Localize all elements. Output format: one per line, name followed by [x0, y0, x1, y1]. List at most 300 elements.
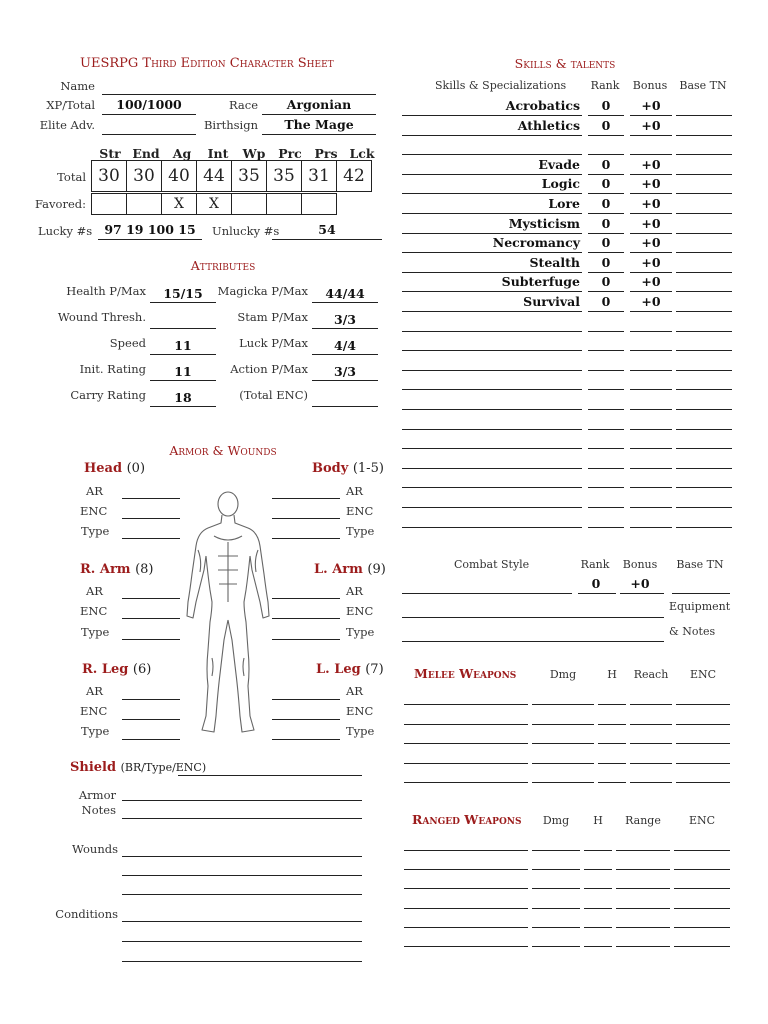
- race-line: [262, 114, 376, 115]
- stat-label: Wp: [242, 146, 266, 161]
- skill-rank-field[interactable]: [588, 272, 624, 273]
- skill-bonus-field[interactable]: [630, 193, 672, 194]
- race-value[interactable]: Argonian: [286, 97, 352, 112]
- favored-cell[interactable]: [267, 194, 302, 215]
- rleg-ar-label: AR: [86, 684, 103, 698]
- head-ar-field[interactable]: [122, 498, 180, 499]
- skill-name[interactable]: Survival: [523, 294, 580, 309]
- favored-row: [91, 193, 337, 215]
- melee-enc-field[interactable]: [676, 782, 730, 783]
- ranged-name-field[interactable]: [404, 869, 528, 870]
- skill-bonus-field[interactable]: [630, 468, 672, 469]
- ranged-enc-label: ENC: [688, 814, 716, 827]
- skill-name-field[interactable]: [402, 487, 582, 488]
- wounds-line[interactable]: [122, 875, 362, 876]
- skill-tn-field[interactable]: [676, 370, 732, 371]
- skill-bonus-field[interactable]: [630, 311, 672, 312]
- melee-dmg-field[interactable]: [532, 724, 594, 725]
- stam-line: [312, 328, 378, 329]
- skill-bonus-field[interactable]: [630, 507, 672, 508]
- shield-label: Shield (BR/Type/ENC): [70, 760, 207, 775]
- skill-name-field[interactable]: [402, 429, 582, 430]
- skill-name[interactable]: Stealth: [529, 255, 580, 270]
- skill-bonus-field[interactable]: [630, 370, 672, 371]
- skill-bonus[interactable]: +0: [641, 235, 661, 250]
- skill-bonus-field[interactable]: [630, 429, 672, 430]
- larm-ar-field[interactable]: [272, 598, 340, 599]
- melee-enc-field[interactable]: [676, 724, 730, 725]
- ranged-enc-field[interactable]: [674, 888, 730, 889]
- skill-tn-field[interactable]: [676, 193, 732, 194]
- ranged-range-field[interactable]: [616, 869, 670, 870]
- skill-tn-field[interactable]: [676, 389, 732, 390]
- skill-name[interactable]: Mysticism: [508, 216, 580, 231]
- lleg-ar-label: AR: [346, 684, 363, 698]
- skill-rank-field[interactable]: [588, 154, 624, 155]
- skill-bonus[interactable]: +0: [641, 176, 661, 191]
- speed-line: [150, 354, 216, 355]
- skill-name-field[interactable]: [402, 135, 582, 136]
- body-ar-field[interactable]: [272, 498, 340, 499]
- xp-value[interactable]: 100/1000: [116, 97, 182, 112]
- stat-total[interactable]: 42: [337, 161, 372, 192]
- skill-tn-field[interactable]: [676, 409, 732, 410]
- skill-rank-field[interactable]: [588, 193, 624, 194]
- body-enc-field[interactable]: [272, 518, 340, 519]
- ranged-enc-field[interactable]: [674, 908, 730, 909]
- skill-bonus-field[interactable]: [630, 154, 672, 155]
- elite-field[interactable]: [102, 134, 196, 135]
- skill-bonus-field[interactable]: [630, 272, 672, 273]
- ranged-name-field[interactable]: [404, 908, 528, 909]
- skill-name[interactable]: Lore: [548, 196, 580, 211]
- skill-name[interactable]: Logic: [541, 176, 580, 191]
- skill-name-field[interactable]: [402, 331, 582, 332]
- favored-cell[interactable]: [92, 194, 127, 215]
- body-type-field[interactable]: [272, 538, 340, 539]
- skill-name-field[interactable]: [402, 311, 582, 312]
- skill-bonus-field[interactable]: [630, 331, 672, 332]
- name-label: Name: [60, 79, 95, 93]
- stat-total[interactable]: 44: [197, 161, 232, 192]
- skill-name[interactable]: Subterfuge: [501, 274, 580, 289]
- rarm-ar-field[interactable]: [122, 598, 180, 599]
- skill-rank-field[interactable]: [588, 331, 624, 332]
- skill-bonus-field[interactable]: [630, 291, 672, 292]
- equipment-line[interactable]: [402, 641, 664, 642]
- head-type-label: Type: [81, 524, 110, 538]
- skill-rank-field[interactable]: [588, 252, 624, 253]
- combat-bonus-value[interactable]: +0: [630, 576, 650, 591]
- stat-total[interactable]: 30: [92, 161, 127, 192]
- skill-bonus-field[interactable]: [630, 115, 672, 116]
- melee-dmg-field[interactable]: [532, 763, 594, 764]
- lleg-ar-field[interactable]: [272, 699, 340, 700]
- skill-tn-field[interactable]: [676, 233, 732, 234]
- larm-type-field[interactable]: [272, 639, 340, 640]
- wound-field[interactable]: [150, 328, 216, 329]
- skill-tn-field[interactable]: [676, 448, 732, 449]
- ranged-name-field[interactable]: [404, 850, 528, 851]
- skill-bonus[interactable]: +0: [641, 294, 661, 309]
- skill-bonus[interactable]: +0: [641, 157, 661, 172]
- skill-tn-field[interactable]: [676, 331, 732, 332]
- lleg-enc-field[interactable]: [272, 719, 340, 720]
- melee-reach-field[interactable]: [630, 782, 672, 783]
- skill-bonus[interactable]: +0: [641, 118, 661, 133]
- ranged-h-field[interactable]: [584, 927, 612, 928]
- skill-bonus-field[interactable]: [630, 213, 672, 214]
- conditions-line[interactable]: [122, 921, 362, 922]
- skill-name-field[interactable]: [402, 409, 582, 410]
- combat-tn-field[interactable]: [672, 593, 730, 594]
- melee-enc-field[interactable]: [676, 743, 730, 744]
- skill-name-field[interactable]: [402, 291, 582, 292]
- skill-rank-field[interactable]: [588, 468, 624, 469]
- skill-rank[interactable]: 0: [601, 235, 611, 250]
- skill-rank[interactable]: 0: [601, 294, 611, 309]
- stat-total[interactable]: 40: [162, 161, 197, 192]
- ranged-h-field[interactable]: [584, 869, 612, 870]
- skill-rank[interactable]: 0: [601, 216, 611, 231]
- body-loc: (1-5): [352, 461, 384, 476]
- name-field[interactable]: [102, 94, 376, 95]
- skill-bonus-field[interactable]: [630, 350, 672, 351]
- lleg-enc-label: ENC: [346, 704, 374, 718]
- head-enc-field[interactable]: [122, 518, 180, 519]
- skill-rank-field[interactable]: [588, 174, 624, 175]
- wounds-label: Wounds: [71, 842, 118, 856]
- combat-rank-field[interactable]: [578, 593, 616, 594]
- skill-name[interactable]: Evade: [538, 157, 580, 172]
- skill-bonus-field[interactable]: [630, 389, 672, 390]
- ranged-h-label: H: [593, 814, 603, 827]
- melee-enc-field[interactable]: [676, 704, 730, 705]
- stat-total[interactable]: 35: [267, 161, 302, 192]
- melee-enc-field[interactable]: [676, 763, 730, 764]
- skill-name-field[interactable]: [402, 174, 582, 175]
- skill-bonus[interactable]: +0: [641, 274, 661, 289]
- head-label: Head (0): [84, 461, 146, 476]
- melee-dmg-field[interactable]: [532, 743, 594, 744]
- skills-col-tn: Base TN: [679, 79, 727, 92]
- skill-tn-field[interactable]: [676, 429, 732, 430]
- wounds-line[interactable]: [122, 894, 362, 895]
- skill-rank[interactable]: 0: [601, 255, 611, 270]
- skill-name[interactable]: Athletics: [517, 118, 580, 133]
- melee-name-field[interactable]: [404, 782, 528, 783]
- ranged-range-field[interactable]: [616, 946, 670, 947]
- larm-label: L. Arm (9): [314, 562, 386, 577]
- body-enc-label: ENC: [346, 504, 374, 518]
- larm-type-label: Type: [346, 625, 375, 639]
- skill-rank[interactable]: 0: [601, 196, 611, 211]
- stat-total[interactable]: 35: [232, 161, 267, 192]
- skill-rank[interactable]: 0: [601, 157, 611, 172]
- body-figure-icon: [184, 490, 270, 740]
- melee-h-field[interactable]: [598, 743, 626, 744]
- speed-value[interactable]: 11: [174, 338, 192, 353]
- equipment-line[interactable]: [402, 617, 664, 618]
- conditions-label: Conditions: [55, 907, 118, 921]
- wound-label: Wound Thresh.: [57, 310, 146, 324]
- skill-tn-field[interactable]: [676, 115, 732, 116]
- skill-tn-field[interactable]: [676, 527, 732, 528]
- sheet-title: UESRPG Third Edition Character Sheet: [80, 56, 334, 71]
- melee-h-field[interactable]: [598, 724, 626, 725]
- ranged-range-field[interactable]: [616, 850, 670, 851]
- combat-bonus-label: Bonus: [622, 558, 658, 571]
- melee-enc-label: ENC: [689, 668, 717, 681]
- skill-rank-field[interactable]: [588, 350, 624, 351]
- init-value[interactable]: 11: [174, 364, 192, 379]
- ranged-name-field[interactable]: [404, 927, 528, 928]
- melee-h-field[interactable]: [598, 704, 626, 705]
- ranged-h-field[interactable]: [584, 850, 612, 851]
- carry-value[interactable]: 18: [174, 390, 192, 405]
- attributes-title: Attributes: [190, 258, 256, 273]
- luck-value[interactable]: 4/4: [334, 338, 356, 353]
- melee-dmg-field[interactable]: [532, 704, 594, 705]
- lucky-value[interactable]: 97 19 100 15: [104, 222, 196, 237]
- melee-reach-field[interactable]: [630, 763, 672, 764]
- magicka-line: [312, 302, 378, 303]
- stam-value[interactable]: 3/3: [334, 312, 356, 327]
- head-loc: (0): [126, 461, 146, 476]
- xp-line: [102, 114, 196, 115]
- skill-rank[interactable]: 0: [601, 176, 611, 191]
- stat-total[interactable]: 30: [127, 161, 162, 192]
- conditions-line[interactable]: [122, 961, 362, 962]
- body-ar-label: AR: [346, 484, 363, 498]
- ranged-name-field[interactable]: [404, 888, 528, 889]
- ranged-dmg-field[interactable]: [532, 908, 580, 909]
- melee-name-field[interactable]: [404, 704, 528, 705]
- skill-name-field[interactable]: [402, 370, 582, 371]
- skills-col-skill: Skills & Specializations: [435, 79, 567, 92]
- head-type-field[interactable]: [122, 538, 180, 539]
- head-enc-label: ENC: [80, 504, 108, 518]
- skill-name[interactable]: Acrobatics: [505, 98, 580, 113]
- ranged-dmg-field[interactable]: [532, 850, 580, 851]
- skill-name-field[interactable]: [402, 252, 582, 253]
- stat-total[interactable]: 31: [302, 161, 337, 192]
- skill-tn-field[interactable]: [676, 154, 732, 155]
- magicka-label: Magicka P/Max: [217, 284, 308, 298]
- skill-rank-field[interactable]: [588, 429, 624, 430]
- skill-rank-field[interactable]: [588, 507, 624, 508]
- enc-field[interactable]: [312, 406, 378, 407]
- skill-bonus-field[interactable]: [630, 174, 672, 175]
- skill-name-field[interactable]: [402, 350, 582, 351]
- skill-bonus[interactable]: +0: [641, 255, 661, 270]
- skill-name-field[interactable]: [402, 115, 582, 116]
- skill-name-field[interactable]: [402, 233, 582, 234]
- melee-h-field[interactable]: [598, 782, 626, 783]
- rleg-type-field[interactable]: [122, 739, 180, 740]
- skill-tn-field[interactable]: [676, 252, 732, 253]
- favored-cell[interactable]: [127, 194, 162, 215]
- favored-cell[interactable]: X: [197, 194, 232, 215]
- skill-bonus-field[interactable]: [630, 527, 672, 528]
- skill-rank-field[interactable]: [588, 527, 624, 528]
- skill-name-field[interactable]: [402, 527, 582, 528]
- melee-name-field[interactable]: [404, 724, 528, 725]
- rleg-ar-field[interactable]: [122, 699, 180, 700]
- ranged-enc-field[interactable]: [674, 850, 730, 851]
- health-value[interactable]: 15/15: [163, 286, 203, 301]
- skill-bonus-field[interactable]: [630, 409, 672, 410]
- ranged-name-field[interactable]: [404, 946, 528, 947]
- stat-label: Prs: [314, 146, 338, 161]
- ranged-dmg-field[interactable]: [532, 946, 580, 947]
- combat-bonus-field[interactable]: [620, 593, 664, 594]
- skill-name[interactable]: Necromancy: [492, 235, 580, 250]
- skill-rank-field[interactable]: [588, 389, 624, 390]
- melee-title: Melee Weapons: [414, 666, 517, 681]
- carry-label: Carry Rating: [70, 388, 146, 402]
- skill-bonus-field[interactable]: [630, 233, 672, 234]
- skill-rank-field[interactable]: [588, 291, 624, 292]
- shield-field[interactable]: [178, 775, 362, 776]
- birthsign-value[interactable]: The Mage: [284, 117, 354, 132]
- rarm-enc-label: ENC: [80, 604, 108, 618]
- melee-h-field[interactable]: [598, 763, 626, 764]
- rarm-type-field[interactable]: [122, 639, 180, 640]
- skill-name-field[interactable]: [402, 389, 582, 390]
- skill-rank-field[interactable]: [588, 213, 624, 214]
- conditions-line[interactable]: [122, 941, 362, 942]
- melee-dmg-label: Dmg: [549, 668, 577, 681]
- rarm-enc-field[interactable]: [122, 618, 180, 619]
- skill-tn-field[interactable]: [676, 350, 732, 351]
- action-label: Action P/Max: [230, 362, 308, 376]
- skills-title: Skills & talents: [514, 56, 616, 71]
- melee-reach-field[interactable]: [630, 704, 672, 705]
- magicka-value[interactable]: 44/44: [325, 286, 365, 301]
- skill-rank-field[interactable]: [588, 233, 624, 234]
- ranged-h-field[interactable]: [584, 908, 612, 909]
- favored-cell[interactable]: [302, 194, 337, 215]
- action-value[interactable]: 3/3: [334, 364, 356, 379]
- skill-rank[interactable]: 0: [601, 98, 611, 113]
- ranged-range-field[interactable]: [616, 927, 670, 928]
- skill-rank-field[interactable]: [588, 409, 624, 410]
- equipment-label-1: Equipment: [669, 600, 731, 613]
- ranged-h-field[interactable]: [584, 888, 612, 889]
- melee-reach-field[interactable]: [630, 724, 672, 725]
- armor-notes-line[interactable]: [122, 818, 362, 819]
- birthsign-line: [262, 134, 376, 135]
- armor-notes-line[interactable]: [122, 800, 362, 801]
- skill-rank-field[interactable]: [588, 487, 624, 488]
- larm-enc-field[interactable]: [272, 618, 340, 619]
- skill-bonus[interactable]: +0: [641, 98, 661, 113]
- ranged-enc-field[interactable]: [674, 946, 730, 947]
- combat-style-field[interactable]: [402, 593, 572, 594]
- ranged-dmg-field[interactable]: [532, 869, 580, 870]
- melee-name-field[interactable]: [404, 763, 528, 764]
- skill-tn-field[interactable]: [676, 291, 732, 292]
- combat-rank-label: Rank: [580, 558, 610, 571]
- skill-rank-field[interactable]: [588, 370, 624, 371]
- skill-rank-field[interactable]: [588, 135, 624, 136]
- skill-name-field[interactable]: [402, 213, 582, 214]
- rleg-enc-field[interactable]: [122, 719, 180, 720]
- ranged-range-field[interactable]: [616, 888, 670, 889]
- skill-rank-field[interactable]: [588, 448, 624, 449]
- rleg-loc: (6): [132, 662, 152, 677]
- favored-cell[interactable]: X: [162, 194, 197, 215]
- stat-label: Lck: [349, 146, 375, 161]
- skill-name-field[interactable]: [402, 272, 582, 273]
- favored-cell[interactable]: [232, 194, 267, 215]
- melee-dmg-field[interactable]: [532, 782, 594, 783]
- skill-bonus-field[interactable]: [630, 252, 672, 253]
- skill-bonus[interactable]: +0: [641, 216, 661, 231]
- skill-bonus[interactable]: +0: [641, 196, 661, 211]
- ranged-dmg-field[interactable]: [532, 888, 580, 889]
- rarm-label: R. Arm (8): [80, 562, 154, 577]
- melee-name-field[interactable]: [404, 743, 528, 744]
- speed-label: Speed: [109, 336, 146, 350]
- melee-h-label: H: [607, 668, 617, 681]
- rleg-enc-label: ENC: [80, 704, 108, 718]
- skill-tn-field[interactable]: [676, 135, 732, 136]
- skill-tn-field[interactable]: [676, 272, 732, 273]
- unlucky-label: Unlucky #s: [212, 224, 280, 238]
- stat-label: Ag: [172, 146, 192, 161]
- skill-tn-field[interactable]: [676, 174, 732, 175]
- ranged-h-field[interactable]: [584, 946, 612, 947]
- melee-reach-label: Reach: [633, 668, 669, 681]
- health-line: [150, 302, 216, 303]
- armor-title: Armor & Wounds: [169, 443, 277, 458]
- skill-tn-field[interactable]: [676, 487, 732, 488]
- skill-name-field[interactable]: [402, 448, 582, 449]
- combat-rank-value[interactable]: 0: [591, 576, 601, 591]
- rleg-type-label: Type: [81, 724, 110, 738]
- skill-name-field[interactable]: [402, 507, 582, 508]
- ranged-enc-field[interactable]: [674, 927, 730, 928]
- skill-tn-field[interactable]: [676, 507, 732, 508]
- skill-bonus-field[interactable]: [630, 135, 672, 136]
- stat-label: End: [132, 146, 160, 161]
- skill-rank[interactable]: 0: [601, 118, 611, 133]
- skill-rank[interactable]: 0: [601, 274, 611, 289]
- skill-tn-field[interactable]: [676, 468, 732, 469]
- combat-style-label: Combat Style: [454, 558, 530, 571]
- stam-label: Stam P/Max: [237, 310, 308, 324]
- melee-reach-field[interactable]: [630, 743, 672, 744]
- ranged-dmg-field[interactable]: [532, 927, 580, 928]
- init-line: [150, 380, 216, 381]
- skill-rank-field[interactable]: [588, 115, 624, 116]
- skill-bonus-field[interactable]: [630, 448, 672, 449]
- skill-name-field[interactable]: [402, 154, 582, 155]
- ranged-range-field[interactable]: [616, 908, 670, 909]
- skill-name-field[interactable]: [402, 193, 582, 194]
- ranged-enc-field[interactable]: [674, 869, 730, 870]
- skill-tn-field[interactable]: [676, 311, 732, 312]
- skill-rank-field[interactable]: [588, 311, 624, 312]
- skill-bonus-field[interactable]: [630, 487, 672, 488]
- unlucky-value[interactable]: 54: [318, 222, 336, 237]
- skill-name-field[interactable]: [402, 468, 582, 469]
- skill-tn-field[interactable]: [676, 213, 732, 214]
- wounds-line[interactable]: [122, 856, 362, 857]
- lleg-type-field[interactable]: [272, 739, 340, 740]
